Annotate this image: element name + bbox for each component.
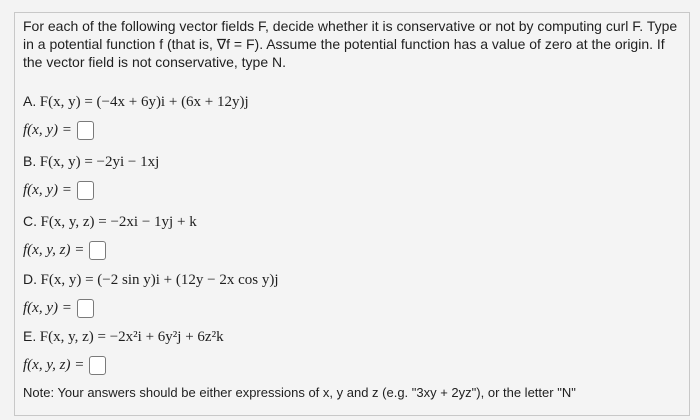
problem-a-letter: A. <box>23 93 37 109</box>
problem-e <box>23 327 673 376</box>
instructions-line-3: the vector field is not conservative, type N. <box>23 54 287 70</box>
problem-e-answer-label: f(x, y, z) = <box>23 356 85 373</box>
problem-b-statement <box>23 152 673 172</box>
problem-c <box>23 212 673 261</box>
problem-a-statement <box>23 92 673 112</box>
problem-d-answer-label: f(x, y) = <box>23 299 72 316</box>
problem-c-answer-input[interactable] <box>89 241 106 260</box>
problem-d-answer-input[interactable] <box>77 299 94 318</box>
problem-e-letter: E. <box>23 328 37 344</box>
problem-a-answer-input[interactable] <box>77 121 94 140</box>
problem-c-field: F(x, y, z) = −2xi − 1yj + k <box>40 214 197 230</box>
problem-a-field: F(x, y) = (−4x + 6y)i + (6x + 12y)j <box>39 94 249 110</box>
problem-c-answer-label: f(x, y, z) = <box>23 241 85 258</box>
problem-e-statement <box>23 327 673 347</box>
problem-b-answer-row <box>23 179 673 201</box>
problem-d <box>23 270 673 319</box>
problem-d-field: F(x, y) = (−2 sin y)i + (12y − 2x cos y)j <box>40 272 279 288</box>
problem-d-letter: D. <box>23 271 37 287</box>
problem-a-answer-label: f(x, y) = <box>23 121 72 138</box>
instructions-line-1: For each of the following vector fields F, decide whether it is conservative or not by computing curl F. Type <box>23 18 678 34</box>
instructions-line-2: in a potential function f (that is, ∇f = F). Assume the potential function has a value of zero at the origin. If <box>23 36 665 52</box>
problem-b-answer-label: f(x, y) = <box>23 181 72 198</box>
problem-a-answer-row <box>23 119 673 141</box>
problem-a <box>23 92 673 141</box>
problem-e-field: F(x, y, z) = −2x²i + 6y²j + 6z²k <box>39 329 224 345</box>
problem-c-answer-row <box>23 239 673 261</box>
problem-c-letter: C. <box>23 213 37 229</box>
problem-e-answer-row <box>23 354 673 376</box>
problem-b-answer-input[interactable] <box>77 181 94 200</box>
problem-e-answer-input[interactable] <box>89 356 106 375</box>
question-instructions <box>23 17 678 71</box>
problem-d-statement <box>23 270 673 290</box>
answer-format-note: Note: Your answers should be either expressions of x, y and z (e.g. "3xy + 2yz"), or the letter "N" <box>23 385 576 400</box>
problem-b-field: F(x, y) = −2yi − 1xj <box>39 154 160 170</box>
problem-b <box>23 152 673 201</box>
problem-d-answer-row <box>23 297 673 319</box>
problem-b-letter: B. <box>23 153 37 169</box>
problem-c-statement <box>23 212 673 232</box>
